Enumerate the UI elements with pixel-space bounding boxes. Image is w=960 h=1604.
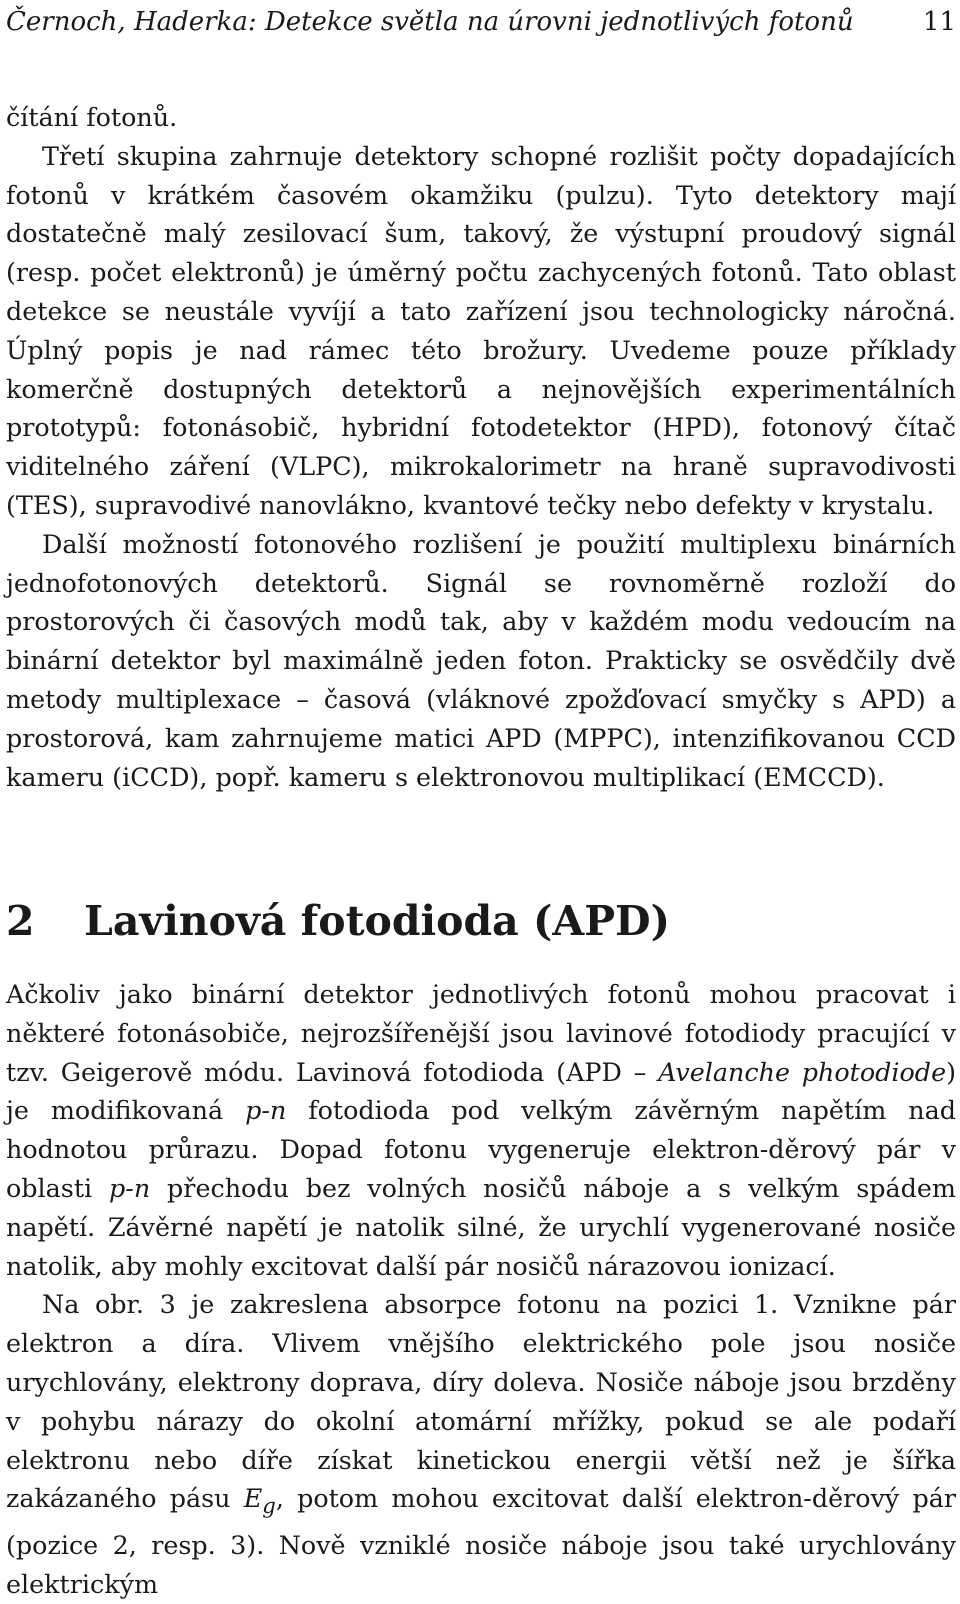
text-run: přechodu bez volných nosičů náboje a s velkým spádem napětí. Závěrné napětí je natolik silné, že urychlí vygenerované nosiče natolik, aby mohly excitovat další pár nosičů nárazovou ionizací. [6,1172,956,1281]
text-run: , potom mohou excitovat další elektron-děrový pár (pozice 2, resp. 3). Nově vzniklé nosiče náboje jsou také urychlovány elektrickým [6,1483,956,1600]
text-run: Na obr. 3 je zakreslena absorpce fotonu na pozici 1. Vznikne pár elektron a díra. Vlivem vnějšího elektrického pole jsou nosiče urychlovány, elektrony doprava, díry doleva. Nosiče náboje jsou brzděny v pohybu nárazy do okolní atomární mřížky, pokud se ale podaří elektronu nebo díře získat kinetickou energii větší než je šířka zakázaného pásu [6,1289,956,1514]
page-number: 11 [922,7,956,37]
section-number: 2 [6,897,35,945]
math-subscript: g [262,1493,276,1519]
paragraph-apd-intro [6,975,956,1285]
section-title: Lavinová fotodioda (APD) [84,897,670,945]
paragraph-photon-resolving: Třetí skupina zahrnuje detektory schopné rozlišit počty dopadajících fotonů v krátkém časovém okamžiku (pulzu). Tyto detektory mají dostatečně malý zesilovací šum, takový, že výstupní proudový signál (resp. počet elektronů) je úměrný počtu zachycených fotonů. Tato oblast detekce se neustále vyvíjí a tato zařízení jsou technologicky náročná. Úplný popis je nad rámec této brožury. Uvedeme pouze příklady komerčně dostupných detektorů a nejnovějších experimentálních prototypů: fotonásobič, hybridní fotodetektor (HPD), fotonový čítač viditelného záření (VLPC), mikrokalorimetr na hraně supravodivosti (TES), supravodivé nanovlákno, kvantové tečky nebo defekty v krystalu. [6,140,956,520]
paragraph-multiplexing: Další možností fotonového rozlišení je použití multiplexu binárních jednofotonových detektorů. Signál se rovnoměrně rozloží do prostorových či časových modů tak, aby v každém modu vedoucím na binární detektor byl maximálně jeden foton. Prakticky se osvědčily dvě metody multiplexace – časová (vláknové zpožďovací smyčky s APD) a prostorová, kam zahrnujeme matici APD (MPPC), intenzifikovanou CCD kameru (iCCD), popř. kameru s elektronovou multiplikací (EMCCD). [6,528,956,792]
math-symbol: E [243,1483,263,1514]
paragraph-tail: čítání fotonů. [6,102,178,132]
italic-term: p-n [245,1095,287,1126]
continuation-text [6,98,956,796]
section-body [6,975,956,1604]
italic-term: p-n [109,1172,151,1203]
text-run: Ačkoliv jako binární detektor jednotlivých fotonů mohou pracovat i některé fotonásobiče, nejrozšířenější jsou lavinové fotodiody pracující v tzv. Geigerově módu. Lavinová fotodioda (APD – [6,979,956,1087]
section-heading [6,893,956,949]
text-run: ) je modifikovaná [6,1056,956,1126]
text-run: fotodioda pod velkým závěrným napětím nad hodnotou průrazu. Dopad fotonu vygeneruje elektron-děrový pár v oblasti [6,1095,956,1203]
running-title: Černoch, Haderka: Detekce světla na úrovni jednotlivých fotonů [6,7,854,37]
italic-term: Avelanche photodiode [658,1056,947,1087]
running-header [6,3,956,41]
paragraph-avalanche [6,1285,956,1603]
